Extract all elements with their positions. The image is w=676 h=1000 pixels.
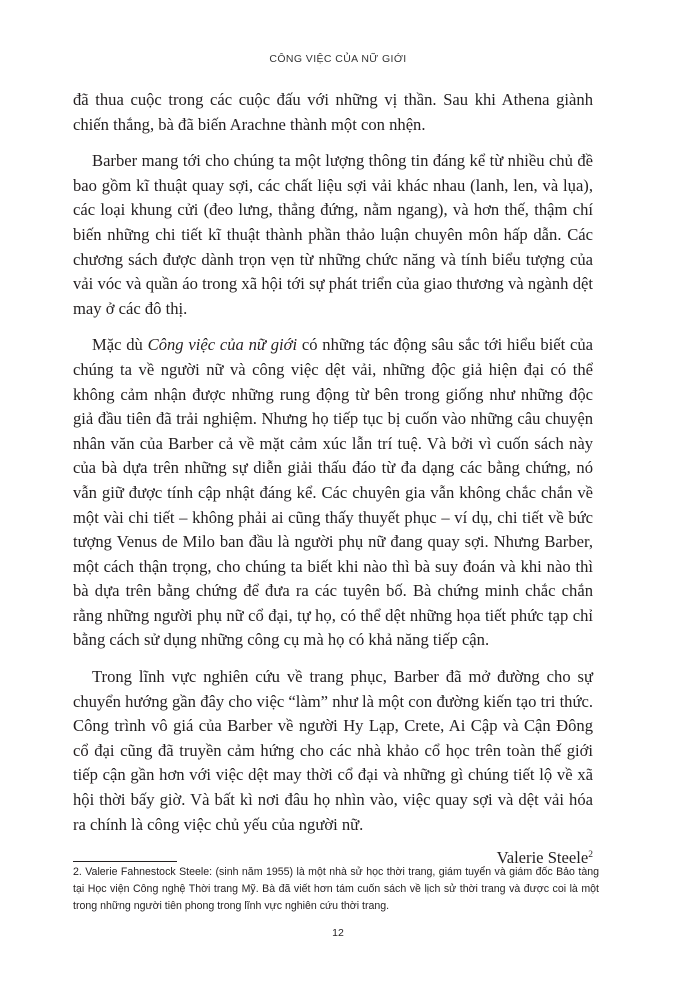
footnote-divider <box>73 861 177 862</box>
body-text <box>73 88 593 870</box>
paragraph-1: đã thua cuộc trong các cuộc đấu với những vị thần. Sau khi Athena giành chiến thắng, bà đã biến Arachne thành một con nhện. <box>73 90 593 134</box>
page-number: 12 <box>332 927 344 939</box>
book-title-italic: Công việc của nữ giới <box>147 335 298 355</box>
paragraph-3 <box>73 333 593 653</box>
footnote: 2. Valerie Fahnestock Steele: (sinh năm 1955) là một nhà sử học thời trang, giám tuyển và giám đốc Bảo tàng tại Học viện Công nghệ Thời trang Mỹ. Bà đã viết hơn tám cuốn sách về lịch sử thời trang và được coi là một trong những người tiên phong trong lĩnh vực nghiên cứu thời trang. <box>73 866 599 912</box>
running-header: CÔNG VIỆC CỦA NỮ GIỚI <box>269 53 407 65</box>
author-name: Valerie Steele <box>496 848 589 868</box>
paragraph-3-rest: có những tác động sâu sắc tới hiểu biết của chúng ta về người nữ và công việc dệt vải, những độc giả hiện đại có thể không cảm nhận được những rung động từ bên trong giống như những độc giả đầu tiên đã trải nghiệm. Nhưng họ tiếp tục bị cuốn vào những câu chuyện nhân văn của Barber cả về mặt cảm xúc lẫn trí tuệ. Và bởi vì cuốn sách này của bà dựa trên những sự diễn giải thấu đáo từ đa dạng các bằng chứng, nó vẫn giữ được tính cập nhật đáng kể. Các chuyên gia vẫn không chắc chắn về một vài chi tiết – không phải ai cũng thấy thuyết phục – ví dụ, chi tiết về bức tượng Venus de Milo ban đầu là người phụ nữ đang quay sợi. Nhưng Barber, một cách thận trọng, cho chúng ta biết khi nào thì bà suy đoán và khi nào thì bà dựa trên bằng chứng để đưa ra các tuyên bố. Bà chứng minh chắc chắn rằng những người phụ nữ cổ đại, tự họ, có thể dệt những họa tiết phức tạp chỉ bằng cách sử dụng những công cụ mà họ có khả năng tiếp cận. <box>73 335 594 650</box>
paragraph-4: Trong lĩnh vực nghiên cứu về trang phục, Barber đã mở đường cho sự chuyển hướng gần đây cho việc “làm” như là một con đường kiến tạo tri thức. Công trình vô giá của Barber về người Hy Lạp, Crete, Ai Cập và Cận Đông cổ đại cũng đã truyền cảm hứng cho các nhà khảo cổ học trên toàn thế giới tiếp cận gần hơn với việc dệt may thời cổ đại và những gì chúng tiết lộ về xã hội thời bấy giờ. Và bất kì nơi đâu họ nhìn vào, việc quay sợi và dệt vải hóa ra chính là công việc chủ yếu của người nữ. <box>73 667 593 834</box>
paragraph-3-lead: Mặc dù <box>92 335 148 355</box>
paragraph-2: Barber mang tới cho chúng ta một lượng thông tin đáng kể từ nhiều chủ đề bao gồm kĩ thuật quay sợi, các chất liệu sợi vải khác nhau (lanh, len, và lụa), các loại khung cửi (đeo lưng, thẳng đứng, nằm ngang), và hơn thế, thậm chí biến những chi tiết kĩ thuật thành phần thảo luận chuyên môn hấp dẫn. Các chương sách được dành trọn vẹn từ những chức năng và tính biểu tượng của vải vóc và quần áo trong xã hội tới sự phát triển của giao thương và ngành dệt may ở các đô thị. <box>73 151 593 318</box>
footnote-reference[interactable]: 2 <box>588 850 593 861</box>
